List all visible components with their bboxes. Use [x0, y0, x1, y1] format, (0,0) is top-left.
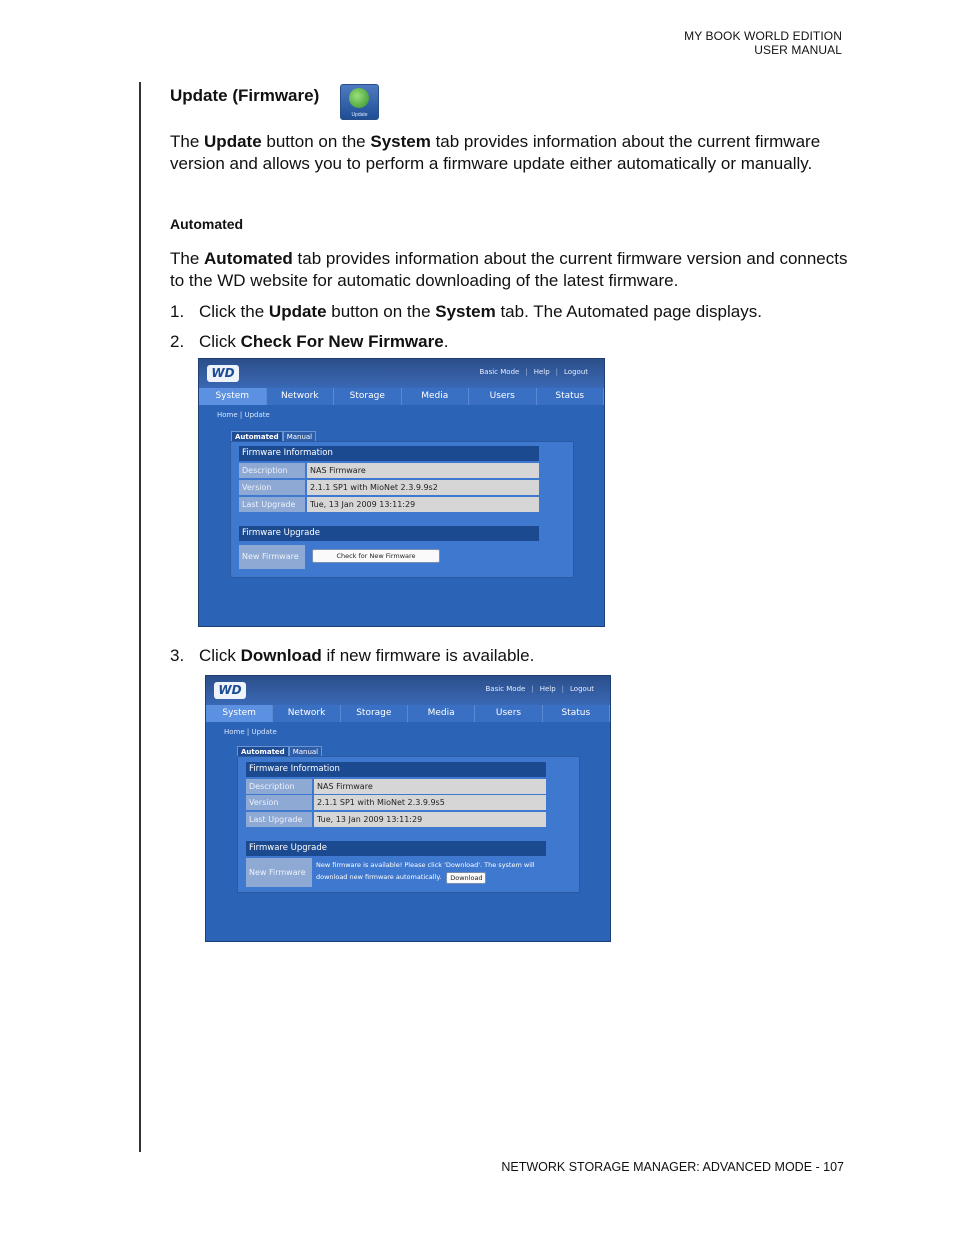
running-header — [684, 29, 842, 57]
help-link[interactable]: Help — [533, 368, 550, 376]
step-text: Click — [199, 646, 241, 665]
new-firmware-label: New Firmware — [239, 545, 305, 569]
step-number: 3. — [170, 646, 185, 665]
auto-text-1: The — [170, 249, 205, 268]
automated-paragraph — [170, 248, 850, 292]
page-footer: NETWORK STORAGE MANAGER: ADVANCED MODE - 107 — [501, 1160, 844, 1174]
section-title: Update (Firmware) — [170, 86, 320, 105]
intro-paragraph — [170, 131, 850, 175]
new-firmware-label: New Firmware — [246, 858, 312, 887]
wd-logo: WD — [207, 365, 239, 382]
firmware-info-header: Firmware Information — [239, 446, 539, 461]
tab-media[interactable]: Media — [408, 705, 475, 722]
intro-bold-update: Update — [204, 132, 262, 151]
step-text: Click the — [199, 302, 269, 321]
version-label: Version — [246, 795, 312, 810]
download-message-line-2: download new firmware automatically. — [316, 873, 442, 881]
last-upgrade-label: Last Upgrade — [246, 812, 312, 827]
top-links: Basic Mode | Help | Logout — [480, 685, 601, 693]
description-value: NAS Firmware — [314, 779, 546, 794]
firmware-panel — [230, 441, 574, 578]
subtab-manual[interactable]: Manual — [289, 746, 322, 758]
tab-media[interactable]: Media — [402, 388, 470, 405]
last-upgrade-label: Last Upgrade — [239, 497, 305, 512]
app-topbar — [199, 359, 604, 388]
firmware-panel — [237, 756, 580, 893]
globe-icon — [349, 88, 369, 108]
firmware-upgrade-header: Firmware Upgrade — [246, 841, 546, 856]
tab-storage[interactable]: Storage — [341, 705, 408, 722]
breadcrumb: Home | Update — [224, 728, 277, 736]
icon-caption: Update — [351, 112, 368, 118]
main-tabs — [199, 388, 604, 405]
last-upgrade-value: Tue, 13 Jan 2009 13:11:29 — [307, 497, 539, 512]
breadcrumb: Home | Update — [217, 411, 270, 419]
step-bold: System — [435, 302, 496, 321]
basic-mode-link[interactable]: Basic Mode — [485, 685, 526, 693]
intro-text-1: The — [170, 132, 200, 151]
step-bold: Download — [240, 646, 322, 665]
margin-rule — [139, 82, 141, 1152]
tab-users[interactable]: Users — [469, 388, 537, 405]
tab-network[interactable]: Network — [267, 388, 335, 405]
auto-bold: Automated — [204, 249, 293, 268]
version-value: 2.1.1 SP1 with MioNet 2.3.9.9s5 — [314, 795, 546, 810]
step-bold: Check For New Firmware — [240, 332, 444, 351]
step-number: 1. — [170, 302, 185, 321]
description-label: Description — [239, 463, 305, 478]
intro-bold-system: System — [370, 132, 431, 151]
step-text: Click — [199, 332, 241, 351]
tab-storage[interactable]: Storage — [334, 388, 402, 405]
step-number: 2. — [170, 332, 185, 351]
version-value: 2.1.1 SP1 with MioNet 2.3.9.9s2 — [307, 480, 539, 495]
step-text: tab. The Automated page displays. — [495, 302, 762, 321]
header-product: MY BOOK WORLD EDITION — [684, 29, 842, 43]
subheading-automated: Automated — [170, 216, 244, 232]
top-links: Basic Mode | Help | Logout — [474, 368, 595, 376]
update-globe-icon — [340, 84, 379, 120]
main-tabs — [206, 705, 610, 722]
download-message-line-2-row — [316, 871, 556, 883]
tab-status[interactable]: Status — [543, 705, 610, 722]
logout-link[interactable]: Logout — [570, 685, 594, 693]
help-link[interactable]: Help — [539, 685, 556, 693]
intro-text-3: tab provides information about the current firmware version and allows you to perform a firmware update either automatically or manually. — [170, 132, 821, 173]
subtab-manual[interactable]: Manual — [283, 431, 316, 443]
step-text: button on the — [326, 302, 436, 321]
logout-link[interactable]: Logout — [564, 368, 588, 376]
screenshot-download-firmware — [205, 675, 611, 942]
tab-users[interactable]: Users — [475, 705, 542, 722]
firmware-info-header: Firmware Information — [246, 762, 546, 777]
header-manual: USER MANUAL — [754, 43, 842, 57]
tab-network[interactable]: Network — [273, 705, 340, 722]
description-value: NAS Firmware — [307, 463, 539, 478]
basic-mode-link[interactable]: Basic Mode — [479, 368, 520, 376]
version-label: Version — [239, 480, 305, 495]
subtab-automated[interactable]: Automated — [231, 431, 283, 443]
download-message — [316, 859, 556, 883]
step-2 — [170, 331, 448, 353]
download-button[interactable]: Download — [446, 872, 486, 884]
auto-text-2: tab provides information about the current firmware version and connects to the WD website for automatic downloading of the latest firmware. — [170, 249, 848, 290]
description-label: Description — [246, 779, 312, 794]
app-topbar — [206, 676, 610, 705]
subtab-automated[interactable]: Automated — [237, 746, 289, 758]
tab-system[interactable]: System — [206, 705, 273, 722]
intro-text-2: button on the — [261, 132, 371, 151]
step-3 — [170, 645, 534, 667]
screenshot-check-firmware — [198, 358, 605, 627]
firmware-upgrade-header: Firmware Upgrade — [239, 526, 539, 541]
tab-system[interactable]: System — [199, 388, 267, 405]
tab-status[interactable]: Status — [537, 388, 605, 405]
step-text: if new firmware is available. — [321, 646, 535, 665]
step-1 — [170, 301, 762, 323]
step-text: . — [443, 332, 449, 351]
wd-logo: WD — [214, 682, 246, 699]
check-new-firmware-button[interactable]: Check for New Firmware — [312, 549, 440, 563]
step-bold: Update — [268, 302, 327, 321]
last-upgrade-value: Tue, 13 Jan 2009 13:11:29 — [314, 812, 546, 827]
download-message-line-1: New firmware is available! Please click 'Download'. The system will — [316, 861, 535, 869]
